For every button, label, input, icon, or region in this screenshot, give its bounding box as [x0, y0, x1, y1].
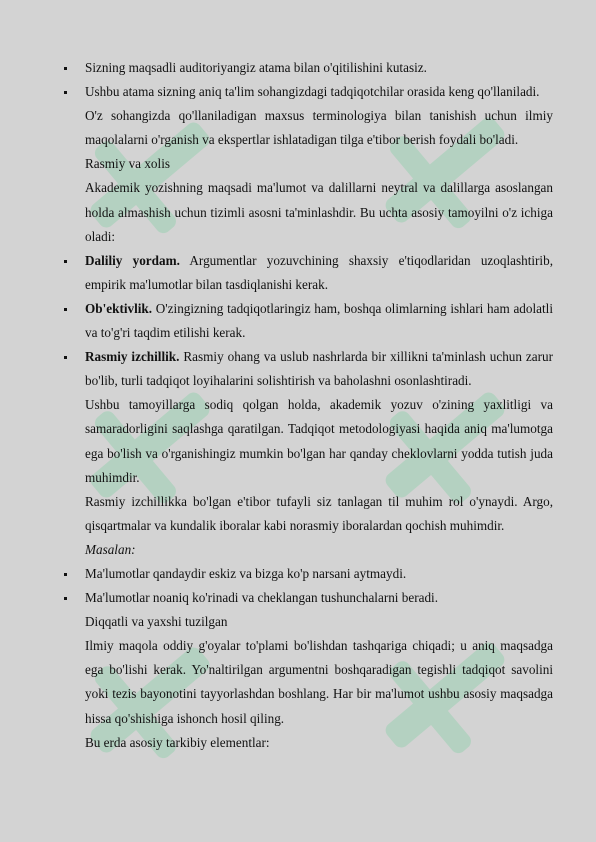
paragraph: O'z sohangizda qo'llaniladigan maxsus terminologiya bilan tanishish uchun ilmiy maqolalarni o'rganish va ekspertlar ishlatadigan tilga e'tibor berish foydali bo'ladi. [85, 108, 553, 148]
list-item [62, 297, 553, 345]
list-item-text: Argumentlar yozuvchining shaxsiy e'tiqodlaridan uzoqlashtirib, empirik ma'lumotlar bilan tasdiqlanishi kerak. [85, 252, 553, 292]
section-heading: Rasmiy va xolis [85, 156, 170, 172]
list-item [62, 562, 553, 586]
list-item-term: Rasmiy izchillik. [85, 349, 180, 365]
list-item-term: Ob'ektivlik. [85, 300, 153, 316]
document-body [62, 56, 553, 755]
list-item-text: Sizning maqsadli auditoriyangiz atama bilan o'qitilishini kutasiz. [85, 60, 427, 75]
list-item-text: O'zingizning tadqiqotlaringiz ham, boshqa olimlarning ishlari ham adolatli va to'g'ri taqdim etilishi kerak. [85, 300, 553, 341]
list-item [62, 249, 553, 297]
list-item-term: Daliliy yordam. [85, 252, 180, 268]
paragraph: Ilmiy maqola oddiy g'oyalar to'plami bo'lishdan tashqariga chiqadi; u aniq maqsadga ega bo'lishi kerak. Yo'naltirilgan argumentni boshqaradigan tegishli tadqiqot savolini yoki tezis bayonotini tayyorlashdan boshlang. Har bir ma'lumot ushbu asosiy maqsadga hissa qo'shishiga ishonch hosil qiling. [85, 638, 553, 726]
paragraph: Ushbu tamoyillarga sodiq qolgan holda, akademik yozuv o'zining yaxlitligi va samaradorligini saqlashga qaratilgan. Tadqiqot metodologiyasi haqida aniq ma'lumotga ega bo'lish va o'rganishingiz mumkin bo'lgan har qanday cheklovlarni yodda tutish juda muhimdir. [85, 397, 553, 485]
list-item-text: Ma'lumotlar noaniq ko'rinadi va cheklangan tushunchalarni beradi. [85, 590, 439, 606]
list-item-text: Ma'lumotlar qandaydir eskiz va bizga ko'p narsani aytmaydi. [85, 565, 407, 581]
list-item [62, 586, 553, 610]
paragraph: Bu erda asosiy tarkibiy elementlar: [85, 734, 270, 750]
example-label: Masalan: [85, 541, 136, 557]
list-item [62, 56, 553, 80]
paragraph: Akademik yozishning maqsadi ma'lumot va dalillarni neytral va dalillarga asoslangan holda almashish uchun tizimli asosni ta'minlashdir. Bu uchta asosiy tamoyilni o'z ichiga oladi: [85, 180, 553, 244]
list-item-text: Rasmiy ohang va uslub nashrlarda bir xillikni ta'minlash uchun zarur bo'lib, turli tadqiqot loyihalarini solishtirish va baholashni osonlashtiradi. [85, 349, 554, 389]
list-item [62, 345, 553, 393]
list-item-text: Ushbu atama sizning aniq ta'lim sohangizdagi tadqiqotchilar orasida keng qo'llaniladi. [85, 84, 540, 100]
paragraph: Rasmiy izchillikka bo'lgan e'tibor tufayli siz tanlagan til muhim rol o'ynaydi. Argo, qisqartmalar va kundalik iboralar kabi norasmiy iboralardan qochish muhimdir. [85, 493, 553, 533]
section-heading: Diqqatli va yaxshi tuzilgan [85, 614, 228, 630]
list-item [62, 80, 553, 104]
